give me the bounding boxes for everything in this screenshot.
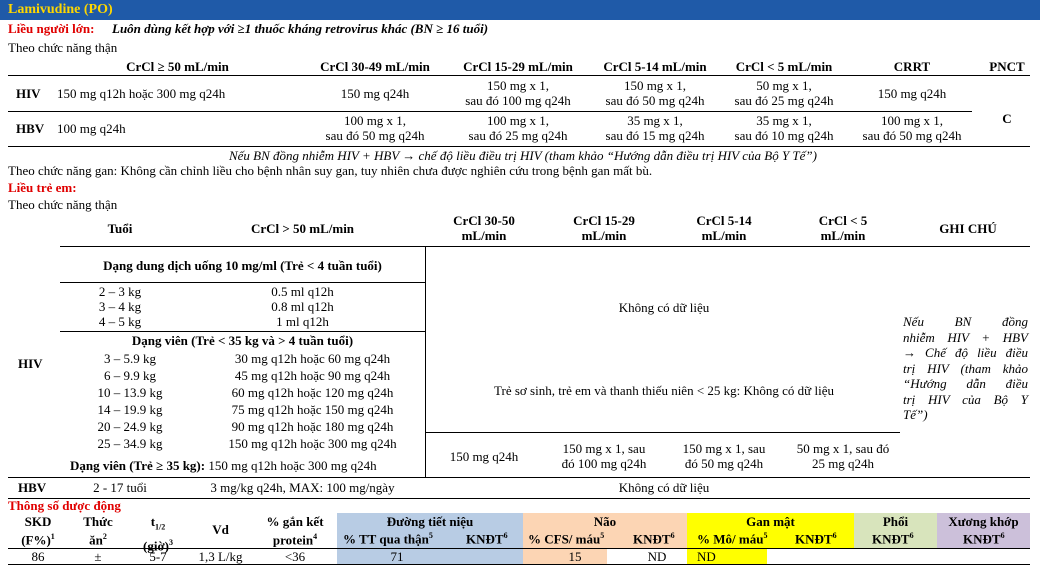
pk-h-mo: % Mô/ máu	[697, 531, 764, 547]
pk-h-kndt-bi: KNĐT	[795, 531, 833, 547]
pk-h-vd: Vd	[212, 522, 229, 537]
pk-h-protein-sup: 4	[313, 532, 318, 541]
child-col-age: Tuổi	[107, 221, 133, 236]
note-line: trị HIV (tham khảo	[903, 360, 1028, 376]
solution-weight: 2 – 3 kg	[98, 284, 142, 299]
child-col-514b: mL/min	[701, 228, 747, 243]
pk-h-lung: Phổi	[882, 514, 909, 529]
child-col-3050b: mL/min	[461, 228, 507, 243]
adult-hbv-c2a: 100 mg x 1,	[343, 113, 407, 128]
adult-hiv-c2: 150 mg q24h	[340, 86, 410, 101]
adult-col-crcl5: CrCl < 5 mL/min	[735, 59, 833, 74]
pk-h-cfs-sup: 5	[600, 531, 605, 540]
child-heading: Liều trẻ em:	[8, 180, 77, 195]
pk-v-tt: 71	[390, 549, 404, 564]
child-col-514a: CrCl 5-14	[696, 213, 752, 228]
child-hbv-label: HBV	[18, 480, 47, 495]
adult-col-crcl50: CrCl ≥ 50 mL/min	[126, 59, 229, 74]
adult-hbv-c3a: 100 mg x 1,	[486, 113, 550, 128]
child-tablet35-dose: 150 mg q12h hoặc 300 mg q24h	[208, 458, 377, 473]
solution-weight: 4 – 5 kg	[98, 314, 142, 329]
pk-h-protein: % gắn kết	[266, 514, 324, 529]
note-line: → Chế độ liều điều	[903, 345, 1028, 360]
tablet-weight: 3 – 5.9 kg	[104, 351, 156, 366]
pk-v-cfs: 15	[568, 549, 582, 564]
child-col-crcl50: CrCl > 50 mL/min	[250, 221, 355, 236]
child-col-lt5b: mL/min	[820, 228, 866, 243]
adult-hiv-c4b: sau đó 50 mg q24h	[605, 93, 705, 108]
pk-h-urinary: Đường tiết niệu	[386, 514, 474, 529]
pk-h-food-sup: 2	[102, 532, 107, 541]
pk-heading: Thông số dược động	[8, 498, 121, 513]
adult-hbv-c6a: 100 mg x 1,	[880, 113, 944, 128]
pk-v-cfs-kndt: ND	[647, 549, 667, 564]
tablet-dose: 45 mg q12h hoặc 90 mg q24h	[234, 368, 391, 383]
child-col-1529a: CrCl 15-29	[573, 213, 635, 228]
adult-hiv-c6: 150 mg q24h	[877, 86, 947, 101]
adult-col-crrt: CRRT	[893, 59, 931, 74]
adult-pnct-value: C	[1002, 111, 1012, 126]
pk-h-kndt-lu-sup: 6	[909, 531, 914, 540]
adult-hbv-c4a: 35 mg x 1,	[627, 113, 683, 128]
pk-h-kndt-ur-sup: 6	[503, 531, 508, 540]
title-bar	[0, 0, 1040, 20]
child-r-lt5b: 25 mg q24h	[811, 456, 875, 471]
pk-h-kndt-lu: KNĐT	[872, 531, 910, 547]
note-line: nhiễm HIV + HBV	[903, 329, 1028, 345]
adult-col-crcl514: CrCl 5-14 mL/min	[603, 59, 707, 74]
pk-h-protein2: protein	[272, 532, 314, 548]
pk-h-food2: ăn	[89, 532, 103, 548]
pk-h-half2: (giờ)	[143, 537, 169, 553]
child-r-1529b: đó 100 mg q24h	[561, 456, 647, 471]
child-col-1529b: mL/min	[581, 228, 627, 243]
pk-h-kndt-bo: KNĐT	[963, 531, 1001, 547]
note-line: trị HIV của Bộ Y	[903, 391, 1028, 407]
drug-title: Lamivudine (PO)	[8, 2, 113, 17]
child-r-514b: đó 50 mg q24h	[684, 456, 764, 471]
adult-hbv-c2b: sau đó 50 mg q24h	[325, 128, 425, 143]
solution-dose: 1 ml q12h	[276, 314, 329, 329]
adult-hbv-c5a: 35 mg x 1,	[756, 113, 812, 128]
pk-h-half-sub: 1/2	[155, 522, 166, 532]
adult-hiv-c5a: 50 mg x 1,	[756, 78, 812, 93]
pk-h-skd: SKD	[24, 514, 52, 529]
child-renal-label: Theo chức năng thận	[8, 197, 118, 212]
pk-h-skd-sup: 1	[50, 532, 55, 541]
child-tablet-header: Dạng viên (Trẻ < 35 kg và > 4 tuần tuổi)	[131, 333, 354, 348]
solution-weight: 3 – 4 kg	[98, 299, 142, 314]
child-hbv-age: 2 - 17 tuổi	[93, 480, 147, 495]
tablet-dose: 75 mg q12h hoặc 150 mg q24h	[231, 402, 394, 417]
note-line: “Hướng dẫn điều	[903, 376, 1028, 391]
solution-dose: 0.8 ml q12h	[271, 299, 334, 314]
pk-v-vd: 1,3 L/kg	[198, 549, 243, 564]
tablet-weight: 6 – 9.9 kg	[104, 368, 156, 383]
child-hbv-no-data: Không có dữ liệu	[618, 480, 710, 495]
child-r-3050: 150 mg q24h	[449, 449, 519, 464]
pk-h-skd2: (F%)	[21, 532, 51, 548]
tablet-dose: 30 mg q12h hoặc 60 mg q24h	[234, 351, 391, 366]
pk-h-tt-sup: 5	[428, 531, 433, 540]
pk-h-cfs: % CFS/ máu	[528, 531, 601, 547]
adult-col-crcl1529: CrCl 15-29 mL/min	[463, 59, 573, 74]
pk-h-half: t	[150, 514, 156, 529]
pk-h-brain: Não	[593, 514, 617, 529]
child-solution-header: Dạng dung dịch uống 10 mg/ml (Trẻ < 4 tuần tuổi)	[103, 258, 382, 273]
pk-h-mo-sup: 5	[763, 531, 768, 540]
adult-note: Luôn dùng kết hợp với ≥1 thuốc kháng retrovirus khác (BN ≥ 16 tuổi)	[112, 21, 489, 36]
adult-hbv-c3b: sau đó 25 mg q24h	[468, 128, 568, 143]
adult-hbv-c5b: sau đó 10 mg q24h	[734, 128, 834, 143]
adult-hiv-c5b: sau đó 25 mg q24h	[734, 93, 834, 108]
adult-hiv-label: HIV	[16, 86, 41, 101]
pk-v-food: ±	[94, 549, 102, 564]
pk-v-protein: <36	[284, 549, 306, 564]
pk-h-tt: % TT qua thận	[343, 531, 429, 547]
child-r-514a: 150 mg x 1, sau	[682, 441, 766, 456]
child-col-lt5a: CrCl < 5	[818, 213, 868, 228]
pk-h-bone: Xương khớp	[948, 514, 1019, 529]
adult-hiv-c3a: 150 mg x 1,	[486, 78, 550, 93]
tablet-weight: 20 – 24.9 kg	[97, 419, 163, 434]
adult-hiv-c3b: sau đó 100 mg q24h	[465, 93, 571, 108]
tablet-weight: 25 – 34.9 kg	[97, 436, 163, 451]
adult-col-crcl3049: CrCl 30-49 mL/min	[320, 59, 430, 74]
tablet-dose: 150 mg q12h hoặc 300 mg q24h	[228, 436, 397, 451]
adult-hbv-c4b: sau đó 15 mg q24h	[605, 128, 705, 143]
pk-h-kndt-bi-sup: 6	[832, 531, 837, 540]
pk-h-bile: Gan mật	[746, 514, 795, 529]
pk-h-kndt-br-sup: 6	[670, 531, 675, 540]
child-hiv-label: HIV	[18, 356, 43, 371]
adult-hbv-c6b: sau đó 50 mg q24h	[862, 128, 962, 143]
adult-coinfection-note: Nếu BN đồng nhiễm HIV + HBV → chế độ liều điều trị HIV (tham khảo “Hướng dẫn điều trị HIV của Bộ Y Tế”)	[228, 148, 817, 163]
child-col-note: GHI CHÚ	[939, 221, 997, 236]
tablet-dose: 60 mg q12h hoặc 120 mg q24h	[231, 385, 394, 400]
child-r-1529a: 150 mg x 1, sau	[562, 441, 646, 456]
child-neonate-no-data: Trẻ sơ sinh, trẻ em và thanh thiếu niên < 25 kg: Không có dữ liệu	[494, 383, 834, 398]
adult-heading: Liều người lớn:	[8, 21, 95, 36]
adult-hiv-c4a: 150 mg x 1,	[623, 78, 687, 93]
pk-v-half: 5-7	[149, 549, 167, 564]
pk-v-mo: ND	[697, 549, 716, 564]
note-line: Nếu BN đồng	[903, 314, 1028, 329]
adult-hbv-label: HBV	[16, 121, 45, 136]
pk-h-kndt-bo-sup: 6	[1000, 531, 1005, 540]
tablet-weight: 10 – 13.9 kg	[97, 385, 163, 400]
adult-hbv-c1: 100 mg q24h	[57, 121, 126, 136]
adult-hiv-c1: 150 mg q12h hoặc 300 mg q24h	[57, 86, 226, 101]
tablet-dose: 90 mg q12h hoặc 180 mg q24h	[231, 419, 394, 434]
child-r-lt5a: 50 mg x 1, sau đó	[796, 441, 890, 456]
child-no-data: Không có dữ liệu	[618, 300, 710, 315]
tablet-weight: 14 – 19.9 kg	[97, 402, 163, 417]
child-col-3050a: CrCl 30-50	[453, 213, 515, 228]
adult-col-pnct: PNCT	[989, 59, 1025, 74]
pk-h-kndt-br: KNĐT	[633, 531, 671, 547]
solution-dose: 0.5 ml q12h	[271, 284, 334, 299]
child-tablet35-label: Dạng viên (Trẻ ≥ 35 kg):	[70, 458, 206, 473]
pk-h-food: Thức	[83, 514, 113, 529]
note-line: Tế”)	[903, 407, 928, 422]
child-hbv-dose: 3 mg/kg q24h, MAX: 100 mg/ngày	[210, 480, 395, 495]
adult-renal-label: Theo chức năng thận	[8, 40, 118, 55]
pk-h-kndt-ur: KNĐT	[466, 531, 504, 547]
pk-h-half-sup: 3	[168, 537, 173, 547]
pk-v-skd: 86	[31, 549, 45, 564]
adult-hepatic-note: Theo chức năng gan: Không cần chỉnh liều cho bệnh nhân suy gan, tuy nhiên chưa được nghiên cứu trong bệnh gan mất bù.	[8, 163, 653, 178]
